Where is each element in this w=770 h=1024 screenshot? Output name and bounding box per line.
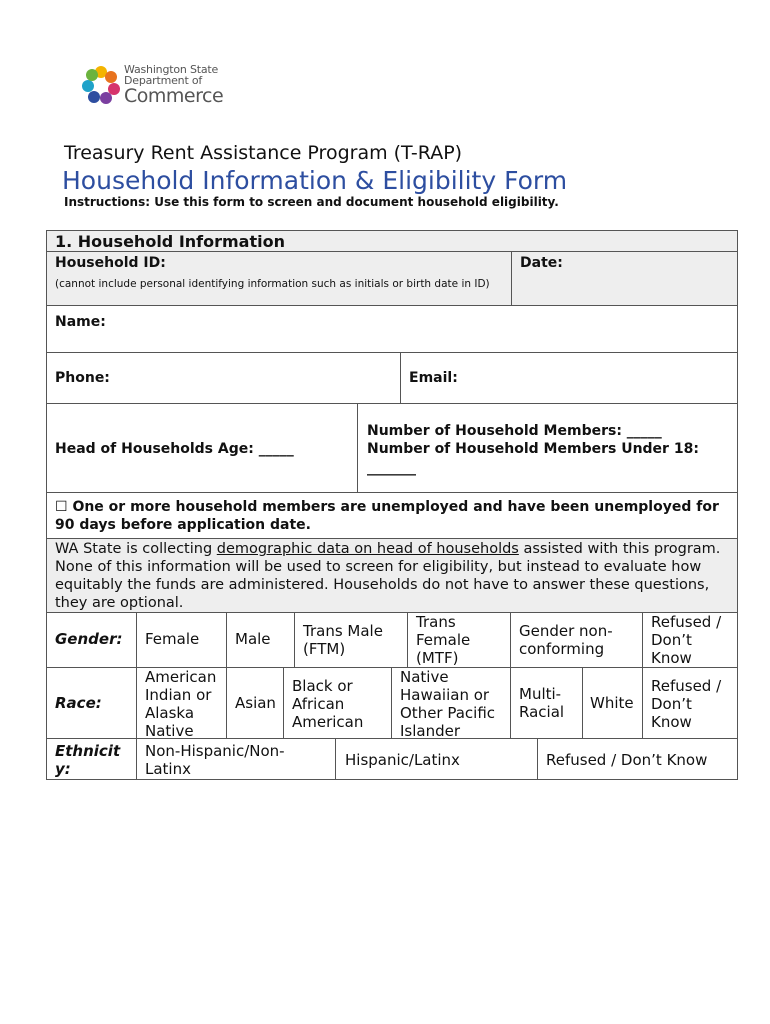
- hoh-age-field[interactable]: [46, 403, 358, 493]
- logo-wordmark: [124, 64, 223, 106]
- demographics-intro: [55, 540, 731, 612]
- gender-option-female[interactable]: [136, 612, 227, 668]
- phone-field[interactable]: [46, 352, 401, 404]
- race-option-refused[interactable]: [642, 667, 738, 739]
- gender-option-trans-female[interactable]: [407, 612, 511, 668]
- gender-option-non-conforming[interactable]: [510, 612, 643, 668]
- intro-post: assisted with this program. None of this information will be used to screen for eligibility, but instead to evaluate how equitably the funds are administered. Households do not have to answer these questions, they are optional.: [55, 541, 721, 611]
- gender-option-label: Gender non-conforming: [519, 622, 613, 658]
- logo-line-3: Commerce: [124, 85, 224, 107]
- race-option-black[interactable]: [283, 667, 392, 739]
- unemployed-checkbox[interactable]: ☐: [55, 499, 68, 515]
- ethnicity-option-hispanic[interactable]: [335, 738, 538, 780]
- gender-option-label: Trans Female (MTF): [416, 613, 471, 667]
- household-id-note: (cannot include personal identifying information such as initials or birth date in ID): [55, 278, 490, 290]
- program-name: Treasury Rent Assistance Program (T-RAP): [64, 142, 463, 164]
- race-label-cell: [46, 667, 137, 739]
- members-under18-label: Number of Household Members Under 18:: [367, 441, 699, 457]
- email-label: Email:: [409, 370, 458, 386]
- gender-option-refused[interactable]: [642, 612, 738, 668]
- logo-line-2: Department of: [124, 74, 203, 87]
- name-label: Name:: [55, 314, 106, 330]
- intro-pre: WA State is collecting: [55, 541, 217, 557]
- email-field[interactable]: [400, 352, 738, 404]
- race-option-label: Refused / Don’t Know: [651, 677, 722, 731]
- race-option-label: Multi-Racial: [519, 685, 565, 721]
- race-option-white[interactable]: [582, 667, 643, 739]
- gender-label-cell: [46, 612, 137, 668]
- race-option-label: Asian: [235, 694, 276, 712]
- name-field[interactable]: [46, 305, 738, 353]
- race-option-native-hawaiian[interactable]: [391, 667, 511, 739]
- date-label: Date:: [520, 255, 563, 271]
- section-heading: 1. Household Information: [55, 232, 285, 251]
- ethnicity-option-label: Non-Hispanic/Non-Latinx: [145, 742, 285, 778]
- ethnicity-label-cell: [46, 738, 137, 780]
- race-option-label: Black or African American: [292, 677, 364, 731]
- gender-option-label: Male: [235, 630, 271, 648]
- ethnicity-option-refused[interactable]: [537, 738, 738, 780]
- unemployed-row: [46, 492, 738, 539]
- section-heading-bar: [46, 230, 738, 252]
- ethnicity-option-label: Refused / Don’t Know: [546, 751, 708, 769]
- household-id-field[interactable]: [46, 251, 512, 306]
- ethnicity-option-non-hispanic[interactable]: [136, 738, 336, 780]
- demographics-intro-box: [46, 538, 738, 613]
- ethnicity-label: Ethnicity:: [55, 742, 121, 778]
- phone-label: Phone:: [55, 370, 110, 386]
- race-option-american-indian[interactable]: [136, 667, 227, 739]
- gender-option-label: Trans Male (FTM): [303, 622, 383, 658]
- race-option-label: White: [590, 694, 634, 712]
- unemployed-statement: [55, 498, 725, 534]
- household-id-label: Household ID:: [55, 255, 166, 271]
- unemployed-text: One or more household members are unemployed and have been unemployed for 90 days before application date.: [55, 499, 719, 533]
- date-field[interactable]: [511, 251, 738, 306]
- logo-line-1: Washington State: [124, 63, 219, 76]
- gender-option-label: Female: [145, 630, 200, 648]
- instructions: Instructions: Use this form to screen and document household eligibility.: [64, 195, 559, 209]
- members-under18-line: _______: [367, 460, 416, 476]
- gender-option-trans-male[interactable]: [294, 612, 408, 668]
- gender-option-male[interactable]: [226, 612, 295, 668]
- ethnicity-option-label: Hispanic/Latinx: [345, 751, 460, 769]
- gender-label: Gender:: [55, 630, 123, 648]
- form-title: Household Information & Eligibility Form: [62, 166, 568, 195]
- household-members-field[interactable]: [357, 403, 738, 493]
- race-option-label: American Indian or Alaska Native: [145, 668, 217, 740]
- members-label: Number of Household Members: _____: [367, 423, 662, 439]
- hoh-age-label: Head of Households Age: _____: [55, 441, 294, 457]
- demographic-data-link[interactable]: demographic data on head of households: [216, 541, 519, 557]
- race-label: Race:: [55, 694, 102, 712]
- race-option-label: Native Hawaiian or Other Pacific Islander: [400, 668, 496, 740]
- race-option-multi-racial[interactable]: [510, 667, 583, 739]
- race-option-asian[interactable]: [226, 667, 284, 739]
- gender-option-label: Refused / Don’t Know: [651, 613, 722, 667]
